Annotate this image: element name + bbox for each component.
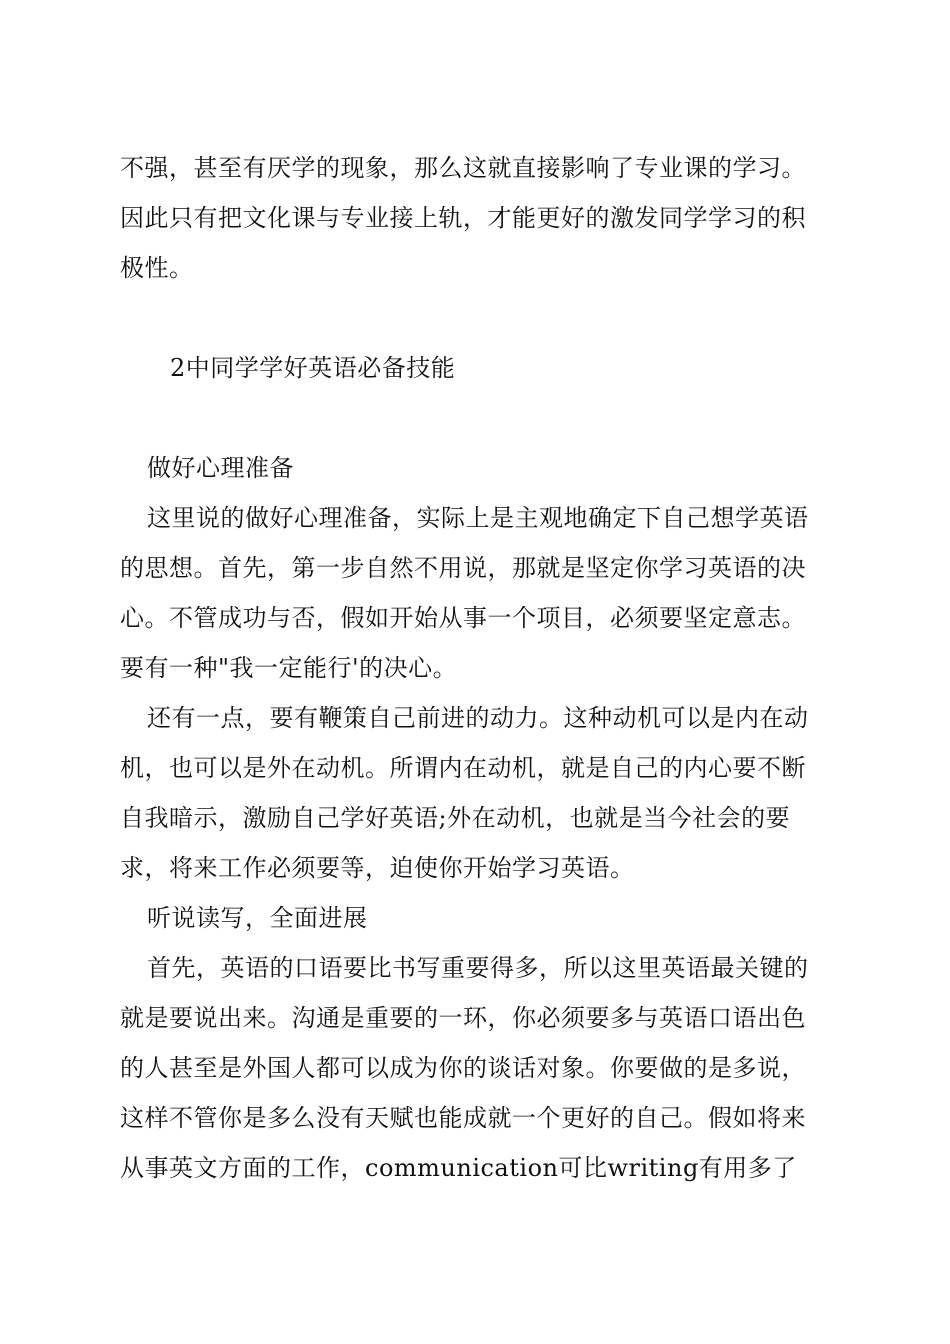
paragraph-line: 极性。 xyxy=(120,254,194,282)
section-heading: 2中同学学好英语必备技能 xyxy=(170,354,456,382)
paragraph-line: 的人甚至是外国人都可以成为你的谈话对象。你要做的是多说， xyxy=(120,1054,806,1082)
paragraph-line: 不强，甚至有厌学的现象，那么这就直接影响了专业课的学习。 xyxy=(120,154,806,182)
paragraph-line: 自我暗示，激励自己学好英语;外在动机，也就是当今社会的要 xyxy=(120,804,791,832)
paragraph-line: 心。不管成功与否，假如开始从事一个项目，必须要坚定意志。 xyxy=(120,604,806,632)
paragraph-line: 就是要说出来。沟通是重要的一环，你必须要多与英语口语出色 xyxy=(120,1004,806,1032)
paragraph-line: 首先，英语的口语要比书写重要得多，所以这里英语最关键的 xyxy=(147,954,809,982)
paragraph-line: 机，也可以是外在动机。所谓内在动机，就是自己的内心要不断 xyxy=(120,754,806,782)
paragraph-line: 因此只有把文化课与专业接上轨，才能更好的激发同学学习的积 xyxy=(120,204,806,232)
subheading: 做好心理准备 xyxy=(147,454,294,482)
subheading: 听说读写，全面进展 xyxy=(147,904,368,932)
paragraph-line: 这里说的做好心理准备，实际上是主观地确定下自己想学英语 xyxy=(147,504,809,532)
paragraph-line: 从事英文方面的工作，communication可比writing有用多了 xyxy=(120,1154,797,1182)
paragraph-line: 要有一种"我一定能行'的决心。 xyxy=(120,654,458,682)
paragraph-line: 还有一点，要有鞭策自己前进的动力。这种动机可以是内在动 xyxy=(147,704,809,732)
paragraph-line: 求，将来工作必须要等，迫使你开始学习英语。 xyxy=(120,854,635,882)
paragraph-line: 这样不管你是多么没有天赋也能成就一个更好的自己。假如将来 xyxy=(120,1104,806,1132)
paragraph-line: 的思想。首先，第一步自然不用说，那就是坚定你学习英语的决 xyxy=(120,554,806,582)
